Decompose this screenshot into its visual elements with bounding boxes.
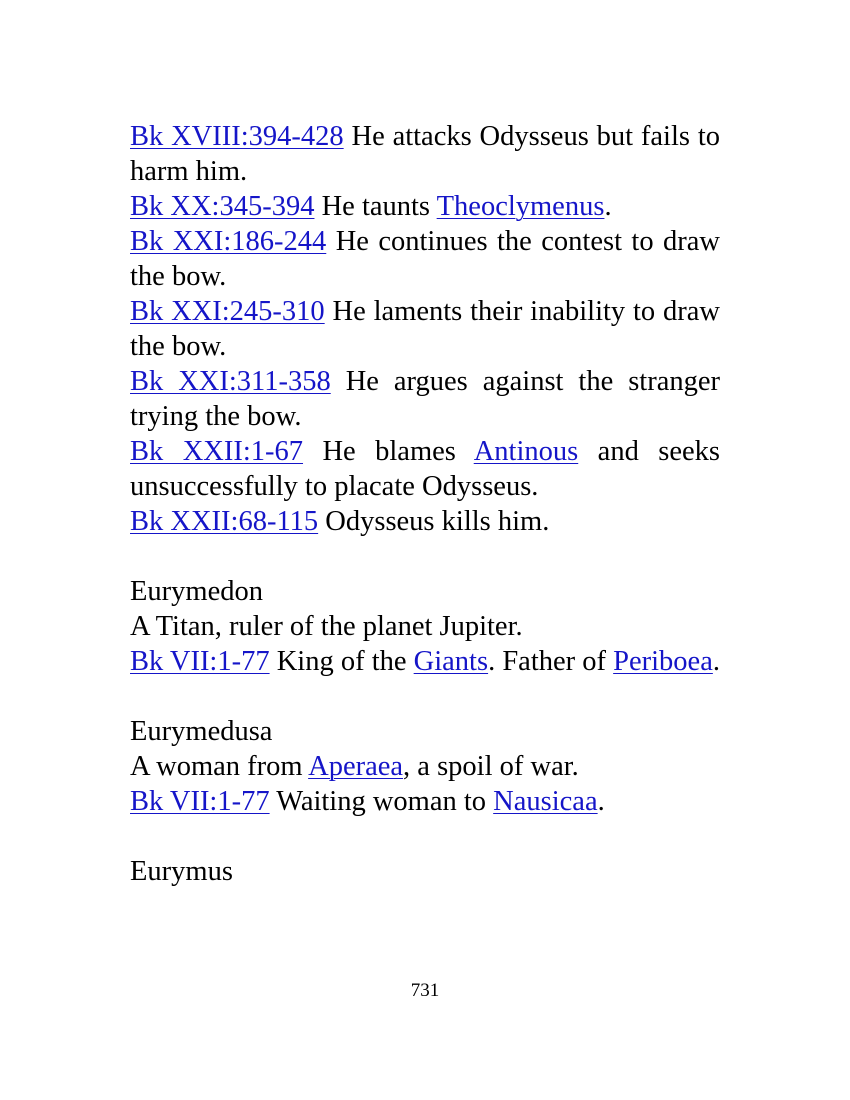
reference-line: Bk XXII:1-67 He blames Antinous and seeks unsuccessfully to placate Odysseus.	[130, 436, 720, 502]
reference-line: Bk VII:1-77 King of the Giants. Father of Periboea.	[130, 646, 720, 677]
reference-line: Bk XXI:245-310 He laments their inability to draw the bow.	[130, 296, 720, 362]
page-text	[130, 119, 720, 889]
place-link[interactable]: Aperaea	[308, 751, 404, 782]
character-link[interactable]: Nausicaa	[493, 786, 598, 817]
book-reference-link[interactable]: Bk VII:1-77	[130, 786, 270, 817]
book-reference-link[interactable]: Bk XXII:68-115	[130, 506, 319, 537]
page-number: 731	[410, 980, 440, 1001]
book-reference-link[interactable]: Bk XXI:186-244	[130, 226, 327, 257]
entry-name: Eurymedon	[130, 576, 263, 607]
book-reference-link[interactable]: Bk VII:1-77	[130, 646, 270, 677]
character-link[interactable]: Periboea	[613, 646, 713, 677]
entry-description: A Titan, ruler of the planet Jupiter.	[130, 611, 523, 642]
entry-separator	[130, 539, 720, 574]
entry-description: A woman from Aperaea, a spoil of war.	[130, 751, 579, 782]
book-reference-link[interactable]: Bk XXI:311-358	[130, 366, 331, 397]
book-reference-link[interactable]: Bk XXII:1-67	[130, 436, 304, 467]
character-link[interactable]: Antinous	[473, 436, 579, 467]
entry-separator	[130, 679, 720, 714]
book-reference-link[interactable]: Bk XX:345-394	[130, 191, 315, 222]
reference-line: Bk XX:345-394 He taunts Theoclymenus.	[130, 191, 612, 222]
character-link[interactable]: Giants	[413, 646, 489, 677]
reference-line: Bk XVIII:394-428 He attacks Odysseus but fails to harm him.	[130, 121, 720, 187]
reference-line: Bk XXII:68-115 Odysseus kills him.	[130, 506, 550, 537]
character-link[interactable]: Theoclymenus	[436, 191, 605, 222]
reference-line: Bk XXI:311-358 He argues against the stranger trying the bow.	[130, 366, 720, 432]
book-reference-link[interactable]: Bk XVIII:394-428	[130, 121, 344, 152]
entry-separator	[130, 819, 720, 854]
reference-line: Bk VII:1-77 Waiting woman to Nausicaa.	[130, 786, 605, 817]
book-reference-link[interactable]: Bk XXI:245-310	[130, 296, 325, 327]
entry-name: Eurymus	[130, 856, 233, 887]
reference-line: Bk XXI:186-244 He continues the contest to draw the bow.	[130, 226, 720, 292]
entry-name: Eurymedusa	[130, 716, 273, 747]
